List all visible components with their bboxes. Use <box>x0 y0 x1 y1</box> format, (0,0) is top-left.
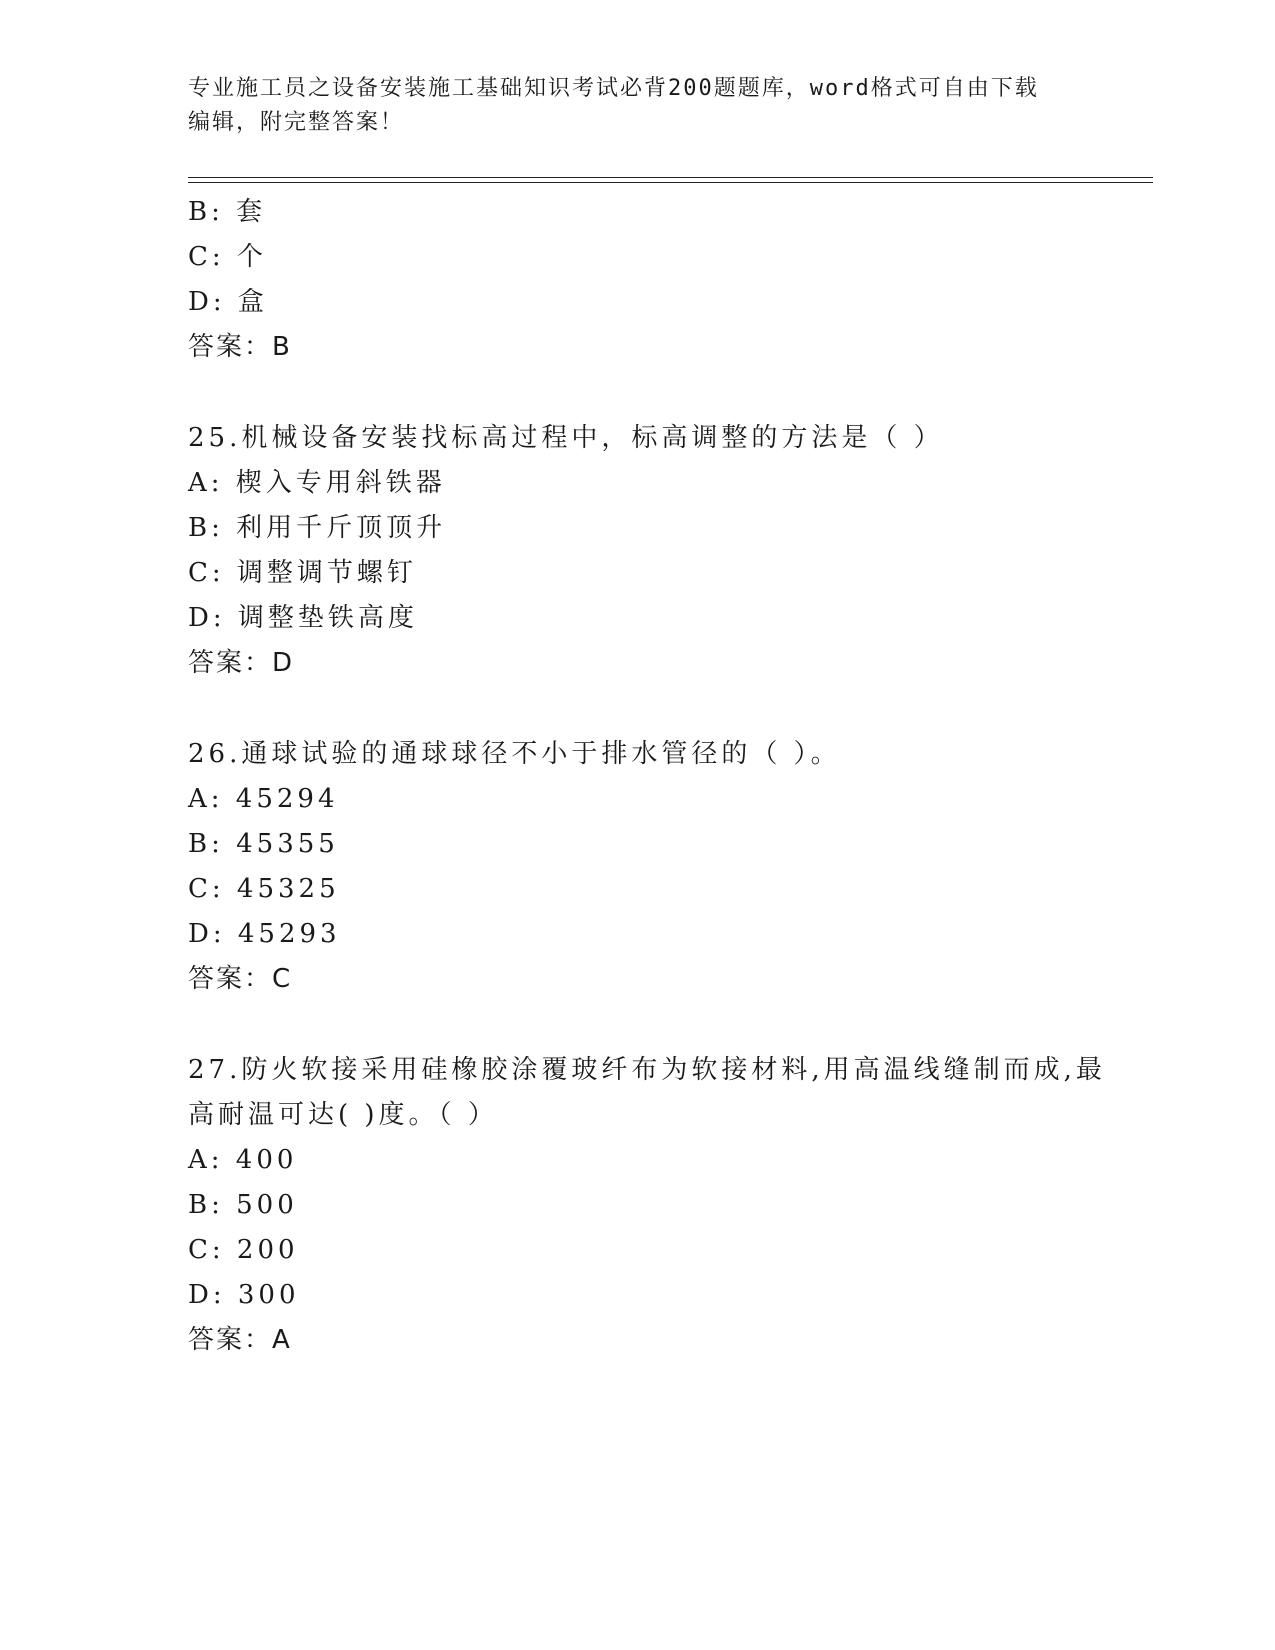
answer-label: 答案：B <box>188 332 292 362</box>
answer-label: 答案：A <box>188 1325 292 1355</box>
option-c: C: 个 <box>188 242 267 272</box>
answer-label: 答案：C <box>188 964 293 994</box>
answer-label: 答案：D <box>188 648 295 678</box>
option-c: C: 200 <box>188 1235 299 1265</box>
question-text-line-2: 高耐温可达( )度。（ ） <box>188 1100 498 1130</box>
header-line-1: 专业施工员之设备安装施工基础知识考试必背200题题库，word格式可自由下载 <box>188 76 1039 101</box>
option-b: B: 利用千斤顶顶升 <box>188 513 447 543</box>
header-divider-bottom <box>188 182 1153 183</box>
question-text: 25.机械设备安装找标高过程中，标高调整的方法是（ ） <box>188 423 944 453</box>
option-b: B: 500 <box>188 1190 298 1220</box>
option-a: A: 楔入专用斜铁器 <box>188 468 446 498</box>
question-list <box>188 190 1106 1363</box>
option-c: C: 调整调节螺钉 <box>188 558 417 588</box>
question-27 <box>188 1048 1106 1363</box>
question-text: 26.通球试验的通球球径不小于排水管径的（ ）。 <box>188 739 841 769</box>
question-26 <box>188 732 1088 1002</box>
option-d: D: 调整垫铁高度 <box>188 603 418 633</box>
option-b: B: 45355 <box>188 829 339 859</box>
question-24-tail <box>188 190 1088 370</box>
document-header <box>188 72 1068 140</box>
option-b: B: 套 <box>188 197 267 227</box>
header-divider-top <box>188 177 1153 178</box>
spacer <box>188 686 1088 732</box>
question-text-line-1: 27.防火软接采用硅橡胶涂覆玻纤布为软接材料,用高温线缝制而成,最 <box>188 1055 1106 1085</box>
spacer <box>188 1002 1088 1048</box>
spacer <box>188 370 1088 416</box>
option-c: C: 45325 <box>188 874 340 904</box>
header-line-2: 编辑，附完整答案！ <box>188 110 405 135</box>
option-d: D: 盒 <box>188 287 268 317</box>
question-25 <box>188 416 1088 686</box>
option-d: D: 300 <box>188 1280 300 1310</box>
option-a: A: 45294 <box>188 784 339 814</box>
option-d: D: 45293 <box>188 919 341 949</box>
option-a: A: 400 <box>188 1145 298 1175</box>
